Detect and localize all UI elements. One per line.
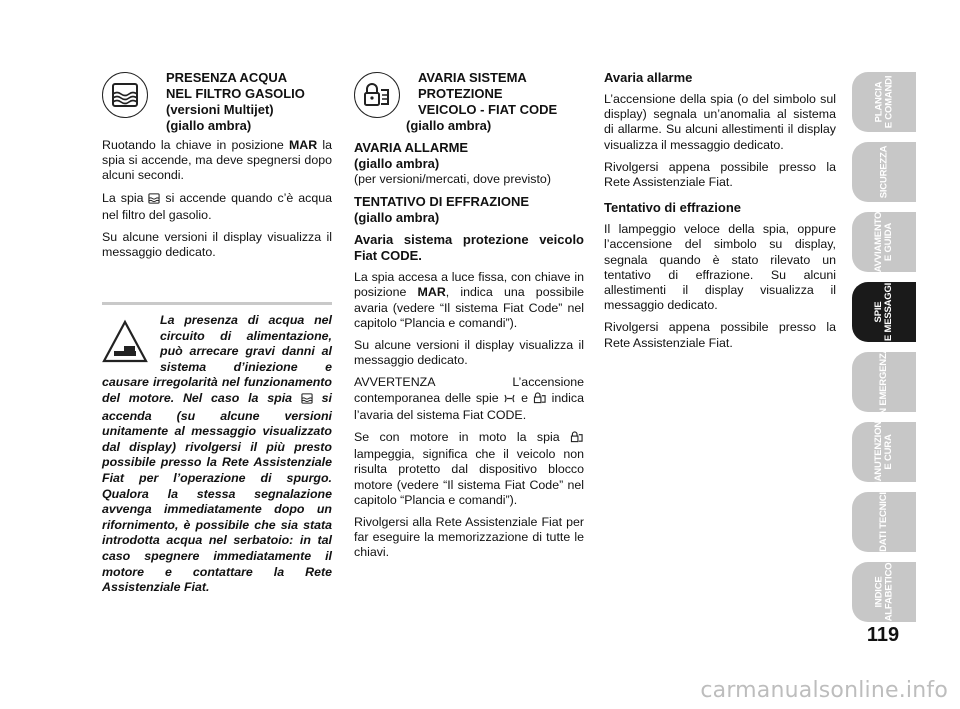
- column-alarm: [604, 70, 836, 358]
- page-number: 119: [866, 624, 900, 646]
- tab-spie-e-messaggi[interactable]: SPIE E MESSAGGI: [852, 282, 916, 342]
- paragraph: Rivolgersi appena possibile presso la Rete Assistenziale Fiat.: [604, 159, 836, 190]
- warning-triangle-icon: [102, 319, 148, 365]
- tab-plancia-e-comandi[interactable]: PLANCIA E COMANDI: [852, 72, 916, 132]
- fiat-code-lock-icon: [570, 431, 584, 447]
- alarm-fault-sub: (giallo ambra): [354, 156, 440, 171]
- chapter-tabs: [852, 72, 916, 632]
- warning-box: La presenza di acqua nel circuito di alimentazione, può arrecare gravi danni al sistema d’iniezione e causare irregolarità nel funzionamento del motore. Nel caso la spia si accenda (su alcune versioni unitamente al messaggio visualizzato dal display) rivolgersi il più presto possibile presso la Rete Assistenziale Fiat per l’operazione di spurgo. Qualora la stessa segnalazione avvenga immediatamente dopo un rifornimento, è possibile che sia stata introdotta acqua nel serbatoio: in tal caso spegnere immediatamente il motore e contattare la Rete Assistenziale Fiat.: [102, 302, 332, 596]
- fiat-code-title-sub: (giallo ambra): [406, 118, 492, 133]
- alarm-fault-note: (per versioni/mercati, dove previsto): [354, 172, 551, 186]
- tab-in-emergenza[interactable]: IN EMERGENZA: [852, 352, 916, 412]
- section-heading-fiat-code: [354, 70, 584, 118]
- tab-avviamento-e-guida[interactable]: AVVIAMENTO E GUIDA: [852, 212, 916, 272]
- glow-plug-icon: [503, 393, 516, 408]
- fuel-filter-water-icon: [102, 72, 148, 118]
- alarm-fault-title: AVARIA ALLARME: [354, 140, 469, 155]
- break-in-title: TENTATIVO DI EFFRAZIONE: [354, 194, 530, 210]
- tab-manutenzione-e-cura[interactable]: MANUTENZIONE E CURA: [852, 422, 916, 482]
- paragraph: AVVERTENZA L’accensione contemporanea delle spie e indica l’avaria del sistema Fiat CODE.: [354, 375, 585, 422]
- paragraph: Ruotando la chiave in posizione MAR la spia si accende, ma deve spegnersi dopo alcuni secondi.: [102, 138, 333, 183]
- column-water-in-filter: [102, 70, 332, 267]
- paragraph: Rivolgersi alla Rete Assistenziale Fiat per far eseguire la memorizzazione di tutte le chiavi.: [354, 515, 584, 560]
- water-filter-title: PRESENZA ACQUA NEL FILTRO GASOLIO (versioni Multijet) (giallo ambra): [166, 70, 305, 133]
- tab-sicurezza[interactable]: SICUREZZA: [852, 142, 916, 202]
- column-fiat-code: [354, 70, 584, 568]
- fuel-filter-water-icon: [301, 393, 313, 409]
- paragraph: L’accensione della spia (o del simbolo sul display) segnala un’anomalia al sistema di allarme. Su alcuni allestimenti il display visualizza il messaggio dedicato.: [604, 92, 836, 152]
- paragraph: Se con motore in moto la spia lampeggia, significa che il veicolo non risulta protetto dal dispositivo blocco motore (vedere “Il sistema Fiat Code” nel capitolo “Plancia e comandi”).: [354, 430, 584, 507]
- paragraph: Rivolgersi appena possibile presso la Rete Assistenziale Fiat.: [604, 320, 836, 350]
- section-heading-water-filter: [102, 70, 332, 134]
- fuel-filter-water-icon: [148, 193, 160, 208]
- fiat-code-lock-icon: [354, 72, 400, 118]
- alarm-fault-heading: Avaria allarme: [604, 70, 693, 85]
- break-in-heading: Tentativo di effrazione: [604, 200, 741, 216]
- paragraph: Su alcune versioni il display visualizza il messaggio dedicato.: [102, 230, 332, 260]
- fiat-code-title: AVARIA SISTEMA PROTEZIONE VEICOLO - FIAT CODE: [418, 70, 558, 117]
- fiat-code-fault-title: Avaria sistema protezione veicolo Fiat CODE.: [354, 232, 584, 264]
- paragraph: Il lampeggio veloce della spia, oppure l’accensione del simbolo su display, segnala quando è stato rilevato un tentativo di effrazione. Su alcuni allestimenti il display visualizza il messaggio dedicato.: [604, 222, 836, 313]
- break-in-sub: (giallo ambra): [354, 210, 440, 226]
- watermark: carmanualsonline.info: [700, 678, 948, 703]
- paragraph: Su alcune versioni il display visualizza il messaggio dedicato.: [354, 338, 584, 368]
- paragraph: La spia accesa a luce fissa, con chiave in posizione MAR, indica una possibile avaria (vedere “Il sistema Fiat Code” nel capitolo “Plancia e comandi”).: [354, 270, 585, 330]
- paragraph: La spia si accende quando c’è acqua nel filtro del gasolio.: [102, 190, 333, 222]
- tab-dati-tecnici[interactable]: DATI TECNICI: [852, 492, 916, 552]
- tab-indice-alfabetico[interactable]: INDICE ALFABETICO: [852, 562, 916, 622]
- fiat-code-lock-icon: [533, 392, 547, 408]
